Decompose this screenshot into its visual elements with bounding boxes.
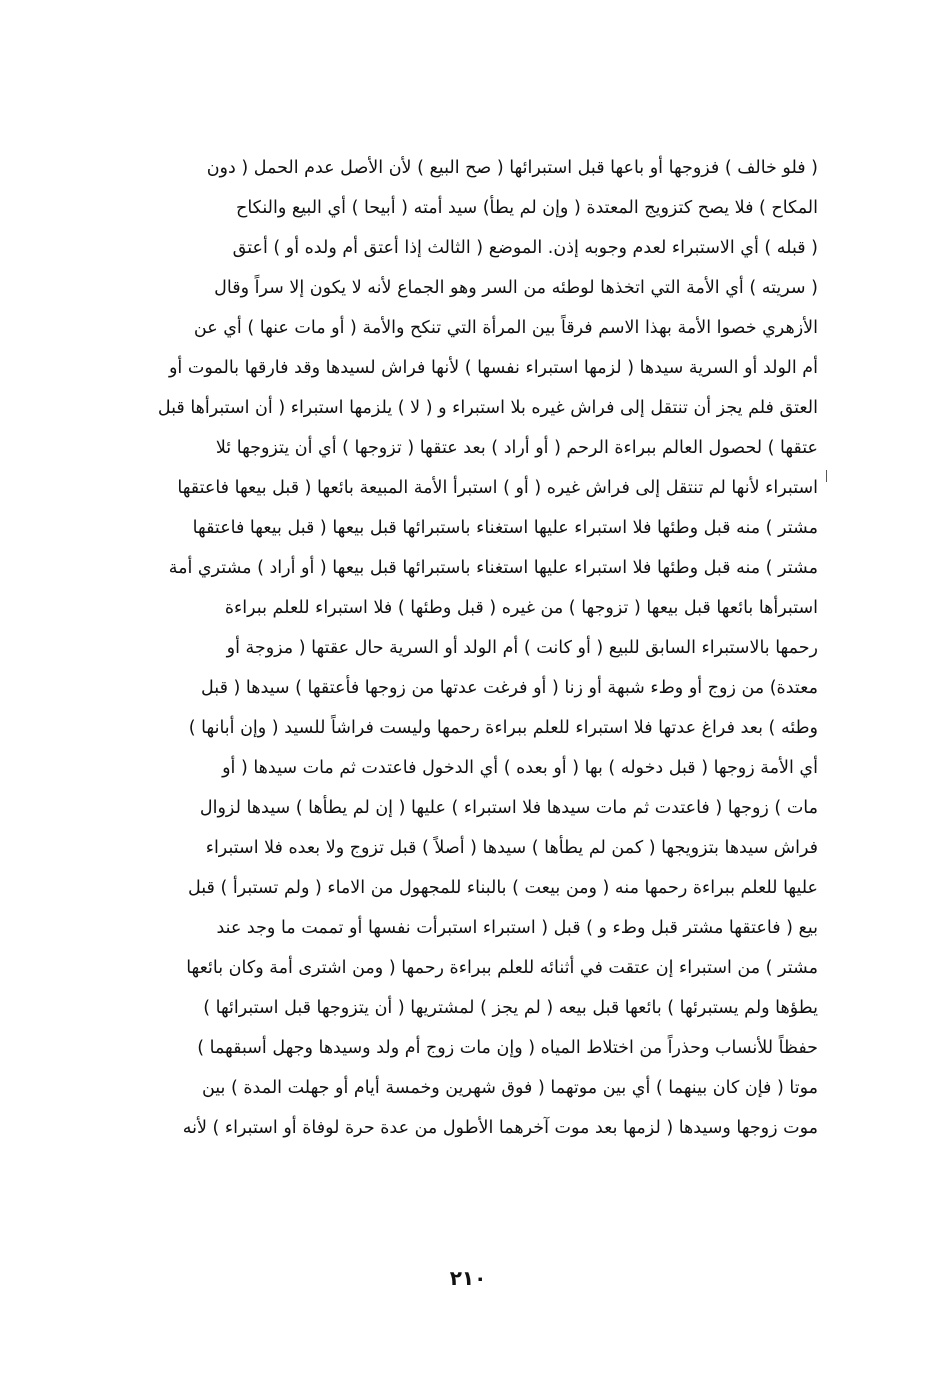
text-line: حفظاً للأنساب وحذراً من اختلاط المياه ( وإن مات زوج أم ولد وسيدها وجهل أسبقهما ) [197, 1038, 818, 1058]
text-line: أي الأمة زوجها ( قبل دخوله ) بها ( أو بعده ) أي الدخول فاعتدت ثم مات سيدها ( أو [222, 758, 818, 778]
text-line: ( قبله ) أي الاستبراء لعدم وجوبه إذن. الموضع ( الثالث إذا أعتق أم ولده أو ) أعتق [232, 238, 818, 258]
text-line: عليها للعلم ببراءة رحمها منه ( ومن بيعت ) بالبناء للمجهول من الاماء ( ولم تستبرأ ) قبل [188, 878, 818, 898]
text-line: استبرأها بائعها قبل بيعها ( تزوجها ) من غيره ( قبل وطئها ) فلا استبراء للعلم ببراءة [224, 598, 818, 618]
text-line: مشتر ) منه قبل وطئها فلا استبراء عليها استغناء باستبرائها قبل بيعها ( قبل بيعها فاعتقها [192, 518, 818, 538]
text-line: بيع ( فاعتقها مشتر قبل وطء و ) قبل ( استبراء استبرأت نفسها أو تممت ما وجد عند [216, 918, 818, 938]
margin-mark [826, 470, 827, 482]
body-text [98, 148, 818, 1148]
text-line: استبراء لأنها لم تنتقل إلى فراش غيره ( أو ) استبرأ الأمة المبيعة بائعها ( قبل بيعها فاعتقها [177, 478, 818, 498]
text-line: موت زوجها وسيدها ( لزمها بعد موت آخرهما الأطول من عدة حرة لوفاة أو استبراء ) لأنه [182, 1118, 818, 1138]
text-line: الأزهري خصوا الأمة بهذا الاسم فرقاً بين المرأة التي تنكح والأمة ( أو مات عنها ) أي عن [193, 318, 818, 338]
text-line: رحمها بالاستبراء السابق للبيع ( أو كانت ) أم الولد أو السرية حال عقتها ( مزوجة أو [226, 638, 818, 658]
text-line: مشتر ) منه قبل وطئها فلا استبراء عليها استغناء باستبرائها قبل بيعها ( أو أراد ) مشتري أمة [168, 558, 818, 578]
text-line: مشتر ) من استبراء إن عتقت في أثنائه للعلم ببراءة رحمها ( ومن اشترى أمة وكان بائعها [186, 958, 818, 978]
text-line: وطئه ) بعد فراغ عدتها فلا استبراء للعلم ببراءة رحمها وليست فراشاً للسيد ( وإن أبانها ) [188, 718, 818, 738]
text-line: ( سريته ) أي الأمة التي اتخذها لوطئه من السر وهو الجماع لأنه لا يكون إلا سراً وقال [214, 278, 818, 298]
text-line: عتقها ) لحصول العالم ببراءة الرحم ( أو أراد ) بعد عتقها ( تزوجها ) أي أن يتزوجها ئلا [215, 438, 818, 458]
text-line: يطؤها ولم يستبرئها ) بائعها قبل بيعه ( لم يجز ) لمشتريها ( أن يتزوجها قبل استبرائها ) [203, 998, 818, 1018]
text-line: مات ) زوجها ( فاعتدت ثم مات سيدها فلا استبراء ) عليها ( إن لم يطأها ) سيدها لزوال [199, 798, 818, 818]
text-line: فراش سيدها بتزويجها ( كمن لم يطأها ) سيدها ( أصلاً ) قبل تزوج ولا بعده فلا استبراء [205, 838, 818, 858]
text-line: أم الولد أو السرية سيدها ( لزمها استبراء نفسها ) لأنها فراش لسيدها وقد فارقها بالموت أو [168, 358, 818, 378]
text-line: المكاح ) فلا يصح كتزويج المعتدة ( وإن لم يطأ) سيد أمته ( أبيحا ) أي البيع والنكاح [236, 198, 818, 218]
text-line: معتدة) من زوج أو وطء شبهة أو زنا ( أو فرغت عدتها من زوجها فأعتقها ) سيدها ( قبل [201, 678, 818, 698]
text-line: العتق فلم يجز أن تنتقل إلى فراش غيره بلا استبراء و ( لا ) يلزمها استبراء ( أن استبرأها قبل [157, 398, 818, 418]
page-number: ٢١٠ [449, 1266, 487, 1290]
text-line: موتا ( فإن كان بينهما ) أي بين موتهما ( فوق شهرين وخمسة أيام أو جهلت المدة ) بين [201, 1078, 818, 1098]
text-line: ( فلو خالف ) فزوجها أو باعها قبل استبرائها ( صح البيع ) لأن الأصل عدم الحمل ( دون [206, 158, 818, 178]
